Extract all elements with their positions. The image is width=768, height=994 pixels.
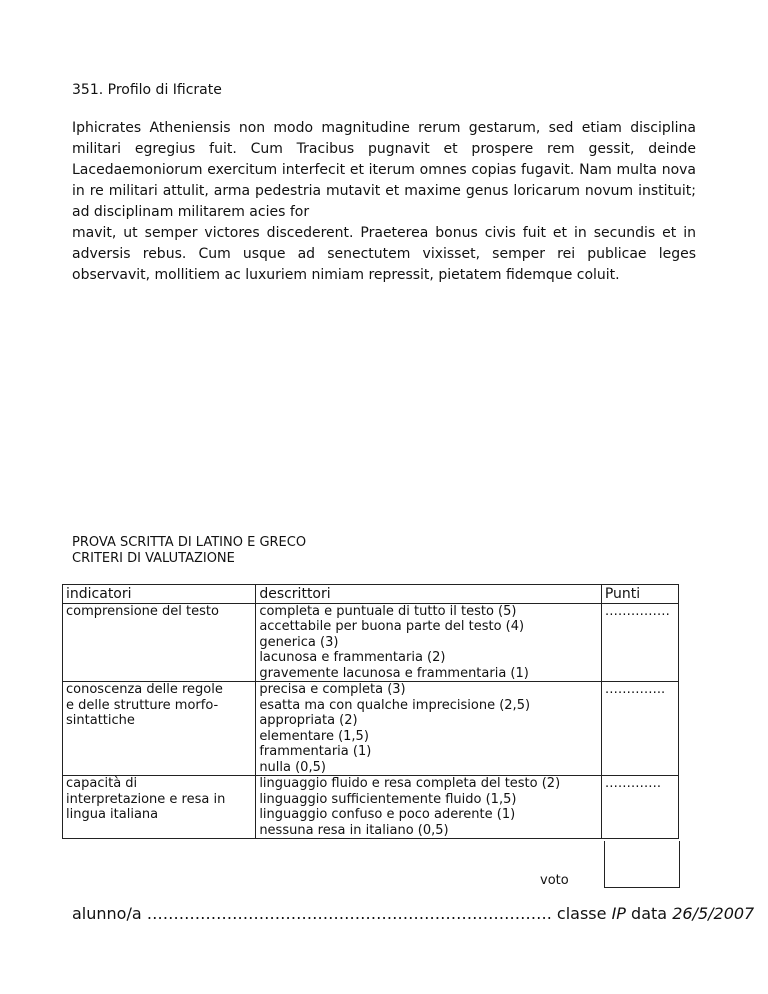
descriptor-item: elementare (1,5) [259, 728, 369, 744]
descriptor-item: nessuna resa in italiano (0,5) [259, 822, 449, 838]
student-info-line [72, 904, 754, 923]
descriptors-cell [256, 776, 602, 839]
descriptor-item: linguaggio fluido e resa completa del testo (2) [259, 776, 561, 791]
indicator-text: comprensione del testo [66, 603, 219, 619]
points-cell: …………. [601, 776, 678, 839]
indicator-cell [63, 776, 256, 839]
class-label: . classe [546, 904, 607, 923]
date-label: data [631, 904, 668, 923]
descriptor-item: linguaggio sufficientemente fluido (1,5) [259, 791, 517, 807]
descriptors-cell [256, 603, 602, 682]
descriptor-item: lacunosa e frammentaria (2) [259, 650, 446, 665]
class-value: IP [611, 904, 626, 923]
column-header-descrittori: descrittori [256, 585, 602, 604]
descriptor-item: completa e puntuale di tutto il testo (5) [259, 603, 517, 619]
column-header-punti: Punti [601, 585, 678, 604]
criteria-table [62, 584, 679, 839]
indicator-line: capacità di [66, 776, 138, 791]
evaluation-heading-line: CRITERI DI VALUTAZIONE [72, 551, 235, 566]
descriptor-item: precisa e completa (3) [259, 682, 406, 697]
indicator-line: interpretazione e resa in [66, 791, 226, 807]
date-value: 26/5/2007 [672, 904, 755, 923]
indicator-line: lingua italiana [66, 807, 159, 822]
descriptor-item: accettabile per buona parte del testo (4) [259, 619, 525, 634]
passage-paragraph: mavit, ut semper victores discederent. Praeterea bonus civis fuit et in secundis et in adversis rebus. Cum usque ad senectutem vixisset, semper rei publicae leges observavit, mollitiem ac luxuriem nimiam repressit, pietatem fidemque coluit. [72, 225, 696, 283]
points-cell: ………….. [601, 682, 678, 776]
evaluation-heading [72, 535, 306, 567]
student-name-field[interactable]: ………………………………………………………………… [146, 904, 547, 923]
voto-label: voto [540, 873, 569, 888]
descriptor-item: nulla (0,5) [259, 759, 326, 775]
points-cell: …………… [601, 603, 678, 682]
evaluation-heading-line: PROVA SCRITTA DI LATINO E GRECO [72, 535, 307, 550]
latin-passage [72, 118, 696, 286]
indicator-cell [63, 682, 256, 776]
descriptors-cell [256, 682, 602, 776]
descriptor-item: appropriata (2) [259, 713, 358, 728]
indicator-line: conoscenza delle regole [66, 682, 223, 697]
indicator-cell [63, 603, 256, 682]
student-label: alunno/a [72, 904, 142, 923]
table-header-row [63, 585, 679, 604]
descriptor-item: linguaggio confuso e poco aderente (1) [259, 807, 516, 822]
table-row [63, 776, 679, 839]
exercise-title: 351. Profilo di Ificrate [72, 82, 222, 98]
indicator-line: sintattiche [66, 713, 135, 728]
indicator-line: e delle strutture morfo- [66, 697, 219, 713]
descriptor-item: generica (3) [259, 634, 339, 650]
table-row [63, 603, 679, 682]
descriptor-item: gravemente lacunosa e frammentaria (1) [259, 665, 529, 681]
descriptor-item: esatta ma con qualche imprecisione (2,5) [259, 697, 531, 713]
table-row [63, 682, 679, 776]
passage-paragraph: Iphicrates Atheniensis non modo magnitudine rerum gestarum, sed etiam disciplina militari egregius fuit. Cum Tracibus pugnavit et prospere rem gessit, deinde Lacedaemoniorum exercitum interfecit et iterum omnes copias fugavit. Nam multa nova in re militari attulit, arma pedestria mutavit et maxime genus loricarum novum instituit; ad disciplinam militarem acies for [72, 120, 696, 220]
descriptor-item: frammentaria (1) [259, 744, 372, 759]
column-header-indicatori: indicatori [63, 585, 256, 604]
voto-box[interactable] [604, 841, 680, 888]
